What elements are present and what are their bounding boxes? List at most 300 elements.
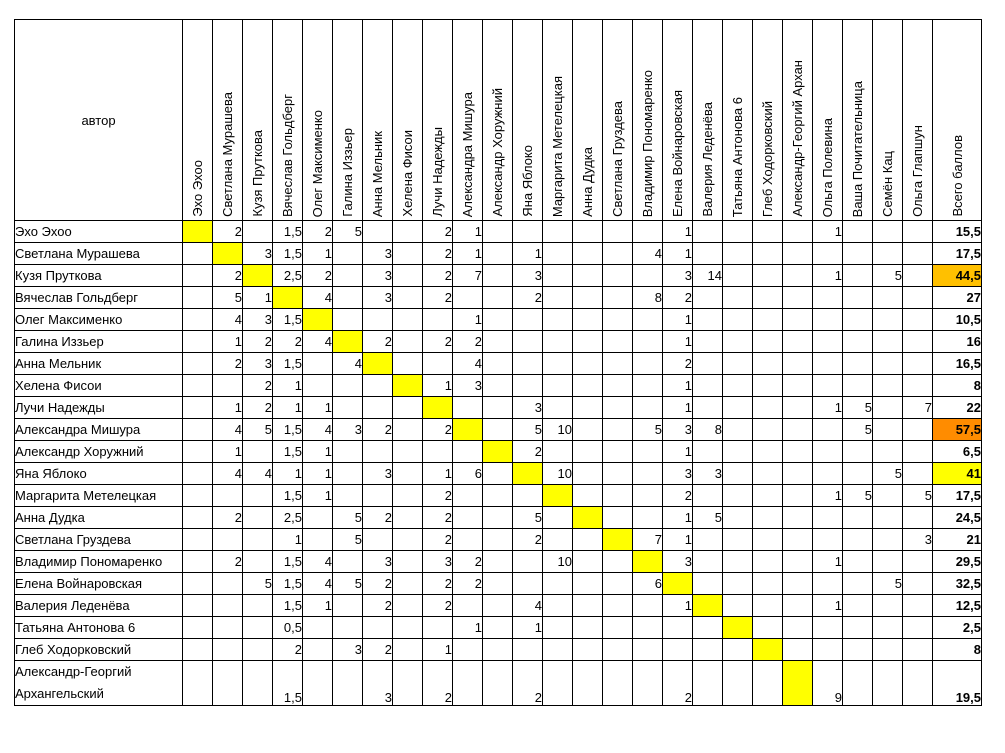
score-cell: [903, 353, 933, 375]
score-cell: [303, 661, 333, 706]
table-row: [15, 661, 982, 706]
score-cell: [873, 243, 903, 265]
score-cell: [813, 639, 843, 661]
score-cell: 2: [453, 331, 483, 353]
score-cell: 4: [513, 595, 543, 617]
score-cell: [183, 331, 213, 353]
score-cell: [573, 265, 603, 287]
score-cell: 4: [303, 573, 333, 595]
score-cell: [513, 573, 543, 595]
score-cell: [543, 595, 573, 617]
score-cell: [453, 507, 483, 529]
score-cell: [693, 375, 723, 397]
total-cell: 17,5: [933, 485, 982, 507]
score-cell: [873, 551, 903, 573]
column-header: [603, 20, 633, 221]
score-cell: [723, 639, 753, 661]
score-cell: [183, 551, 213, 573]
score-cell: 1,5: [273, 573, 303, 595]
score-cell: [543, 397, 573, 419]
score-cell: [813, 441, 843, 463]
score-cell: 2: [213, 221, 243, 243]
score-cell: 1,5: [273, 441, 303, 463]
score-cell: [303, 353, 333, 375]
self-cell: [363, 353, 393, 375]
self-cell: [183, 221, 213, 243]
score-cell: [483, 309, 513, 331]
score-cell: [873, 331, 903, 353]
self-cell: [663, 573, 693, 595]
score-cell: [543, 573, 573, 595]
self-cell: [603, 529, 633, 551]
score-cell: [183, 309, 213, 331]
score-cell: [423, 353, 453, 375]
total-cell: 29,5: [933, 551, 982, 573]
score-cell: [633, 661, 663, 706]
score-cell: [723, 265, 753, 287]
score-cell: [483, 353, 513, 375]
score-cell: [813, 617, 843, 639]
score-cell: [633, 639, 663, 661]
score-cell: [543, 243, 573, 265]
self-cell: [303, 309, 333, 331]
score-cell: [723, 551, 753, 573]
column-header: [783, 20, 813, 221]
score-cell: 1: [453, 221, 483, 243]
score-cell: [393, 309, 423, 331]
score-cell: 1: [273, 463, 303, 485]
score-cell: 7: [903, 397, 933, 419]
score-cell: [723, 507, 753, 529]
score-cell: 2: [453, 551, 483, 573]
score-cell: [843, 639, 873, 661]
column-header: [213, 20, 243, 221]
score-cell: [783, 573, 813, 595]
score-cell: 5: [843, 485, 873, 507]
score-cell: [753, 485, 783, 507]
score-cell: [903, 419, 933, 441]
score-cell: 5: [243, 573, 273, 595]
score-cell: [843, 221, 873, 243]
score-cell: 2: [303, 265, 333, 287]
table-row: [15, 287, 982, 309]
score-cell: [483, 287, 513, 309]
score-cell: [453, 595, 483, 617]
score-cell: 1,5: [273, 551, 303, 573]
score-cell: [813, 573, 843, 595]
column-header: [243, 20, 273, 221]
score-cell: [363, 375, 393, 397]
score-cell: 2: [513, 287, 543, 309]
score-cell: 4: [213, 463, 243, 485]
score-cell: [603, 353, 633, 375]
table-row: [15, 265, 982, 287]
total-column-label: Всего баллов: [949, 135, 965, 217]
author-name-cell: Глеб Ходорковский: [15, 639, 183, 661]
score-cell: 2: [513, 441, 543, 463]
score-cell: [513, 353, 543, 375]
score-cell: 2: [363, 419, 393, 441]
total-cell: 12,5: [933, 595, 982, 617]
column-header: [483, 20, 513, 221]
score-cell: [453, 661, 483, 706]
score-cell: [603, 595, 633, 617]
score-cell: [693, 661, 723, 706]
column-header: [873, 20, 903, 221]
total-cell: 27: [933, 287, 982, 309]
score-cell: [453, 529, 483, 551]
score-cell: [543, 265, 573, 287]
score-cell: [513, 221, 543, 243]
score-cell: 1: [303, 397, 333, 419]
self-cell: [213, 243, 243, 265]
score-cell: 2: [513, 661, 543, 706]
score-cell: [753, 617, 783, 639]
score-cell: [333, 617, 363, 639]
column-header: [543, 20, 573, 221]
score-cell: [483, 617, 513, 639]
score-cell: [483, 375, 513, 397]
score-cell: [183, 397, 213, 419]
score-cell: [873, 309, 903, 331]
score-cell: 3: [513, 397, 543, 419]
score-cell: [723, 287, 753, 309]
score-cell: [843, 573, 873, 595]
column-header: [453, 20, 483, 221]
score-cell: [603, 485, 633, 507]
score-cell: [693, 529, 723, 551]
score-cell: 3: [243, 309, 273, 331]
self-cell: [333, 331, 363, 353]
score-cell: [813, 287, 843, 309]
score-cell: [243, 507, 273, 529]
score-cell: [183, 617, 213, 639]
score-cell: [753, 243, 783, 265]
total-cell: 22: [933, 397, 982, 419]
score-cell: [753, 595, 783, 617]
score-cell: [543, 507, 573, 529]
score-cell: 4: [303, 287, 333, 309]
column-header-label: Анна Мельник: [370, 130, 385, 217]
score-cell: [903, 661, 933, 706]
score-cell: [783, 221, 813, 243]
score-cell: 0,5: [273, 617, 303, 639]
score-cell: [393, 661, 423, 706]
score-cell: [573, 419, 603, 441]
score-cell: [183, 507, 213, 529]
score-cell: [333, 551, 363, 573]
score-cell: [633, 595, 663, 617]
column-header-label: Александр Хоружний: [490, 88, 505, 217]
score-cell: [573, 463, 603, 485]
table-row: [15, 617, 982, 639]
column-header: [513, 20, 543, 221]
column-header-label: Эхо Эхоо: [190, 160, 205, 217]
score-cell: 3: [663, 551, 693, 573]
total-cell: 44,5: [933, 265, 982, 287]
score-cell: [903, 287, 933, 309]
score-cell: [633, 507, 663, 529]
score-cell: 10: [543, 419, 573, 441]
table-row: [15, 375, 982, 397]
score-cell: 2: [423, 529, 453, 551]
self-cell: [543, 485, 573, 507]
score-cell: [183, 353, 213, 375]
score-cell: [213, 639, 243, 661]
score-cell: [663, 639, 693, 661]
score-cell: [483, 243, 513, 265]
score-cell: [873, 287, 903, 309]
column-header: [423, 20, 453, 221]
score-cell: 3: [243, 353, 273, 375]
score-cell: 1: [663, 221, 693, 243]
score-cell: [603, 639, 633, 661]
score-cell: [633, 441, 663, 463]
author-name-cell: Эхо Эхоо: [15, 221, 183, 243]
score-cell: 2: [243, 397, 273, 419]
score-cell: [603, 243, 633, 265]
score-cell: [183, 287, 213, 309]
score-cell: [363, 529, 393, 551]
score-cell: 2: [213, 551, 243, 573]
column-header-label: Светлана Мурашева: [220, 92, 235, 217]
total-cell: 6,5: [933, 441, 982, 463]
score-cell: 3: [363, 661, 393, 706]
score-cell: 4: [303, 331, 333, 353]
score-cell: [723, 309, 753, 331]
score-cell: [903, 507, 933, 529]
score-cell: 2: [423, 287, 453, 309]
score-cell: [363, 617, 393, 639]
score-cell: [903, 639, 933, 661]
score-cell: 5: [633, 419, 663, 441]
table-row: [15, 419, 982, 441]
self-cell: [513, 463, 543, 485]
score-cell: 4: [333, 353, 363, 375]
score-cell: [543, 287, 573, 309]
score-cell: [753, 287, 783, 309]
score-cell: [843, 375, 873, 397]
total-cell: 21: [933, 529, 982, 551]
table-row: [15, 463, 982, 485]
score-cell: [843, 243, 873, 265]
score-cell: [783, 639, 813, 661]
score-cell: [213, 529, 243, 551]
score-cell: [393, 551, 423, 573]
score-cell: 3: [903, 529, 933, 551]
score-cell: [873, 419, 903, 441]
score-cell: 2: [423, 243, 453, 265]
score-cell: 1,5: [273, 353, 303, 375]
score-cell: 7: [633, 529, 663, 551]
score-cell: 14: [693, 265, 723, 287]
score-cell: [843, 529, 873, 551]
score-cell: [483, 529, 513, 551]
column-header-label: Татьяна Антонова 6: [730, 96, 745, 217]
score-cell: [693, 221, 723, 243]
table-body: [15, 221, 982, 706]
score-cell: [543, 617, 573, 639]
score-cell: [573, 595, 603, 617]
score-cell: [573, 551, 603, 573]
score-cell: [573, 529, 603, 551]
score-cell: 2: [663, 353, 693, 375]
score-cell: 5: [333, 507, 363, 529]
score-cell: [243, 595, 273, 617]
score-cell: [573, 441, 603, 463]
total-cell: 19,5: [933, 661, 982, 706]
score-cell: [633, 309, 663, 331]
score-cell: [903, 265, 933, 287]
column-header-label: Анна Дудка: [580, 147, 595, 217]
column-header-label: Галина Иззьер: [340, 128, 355, 217]
score-cell: [633, 265, 663, 287]
author-name-cell: Александра Мишура: [15, 419, 183, 441]
total-cell: 16: [933, 331, 982, 353]
score-cell: 5: [333, 221, 363, 243]
score-cell: [813, 309, 843, 331]
score-cell: 1: [423, 639, 453, 661]
score-cell: [873, 617, 903, 639]
score-cell: 1: [813, 265, 843, 287]
score-cell: [183, 265, 213, 287]
author-name-cell: Светлана Груздева: [15, 529, 183, 551]
score-cell: [183, 573, 213, 595]
score-cell: [693, 485, 723, 507]
score-cell: [873, 353, 903, 375]
score-cell: [183, 441, 213, 463]
score-cell: [393, 419, 423, 441]
score-cell: [603, 397, 633, 419]
score-cell: [873, 507, 903, 529]
score-cell: [573, 639, 603, 661]
score-cell: [243, 221, 273, 243]
total-cell: 2,5: [933, 617, 982, 639]
score-cell: 5: [333, 529, 363, 551]
score-cell: [183, 419, 213, 441]
author-name-cell: Хелена Фисои: [15, 375, 183, 397]
score-cell: 2,5: [273, 507, 303, 529]
score-cell: 1: [663, 441, 693, 463]
score-cell: 2: [243, 375, 273, 397]
score-cell: [543, 353, 573, 375]
author-name-cell: Валерия Леденёва: [15, 595, 183, 617]
score-cell: [363, 309, 393, 331]
column-header-label: Валерия Леденёва: [700, 102, 715, 217]
score-cell: [693, 617, 723, 639]
score-cell: [903, 243, 933, 265]
score-cell: 3: [663, 265, 693, 287]
score-cell: 1: [813, 221, 843, 243]
score-cell: [723, 463, 753, 485]
score-cell: [513, 375, 543, 397]
score-cell: [573, 353, 603, 375]
score-cell: [723, 397, 753, 419]
score-cell: 2: [243, 331, 273, 353]
score-cell: [903, 331, 933, 353]
score-cell: [483, 419, 513, 441]
score-cell: 2: [363, 639, 393, 661]
score-cell: 2: [363, 573, 393, 595]
score-cell: [603, 287, 633, 309]
score-cell: 1: [213, 397, 243, 419]
score-cell: [843, 265, 873, 287]
total-cell: 41: [933, 463, 982, 485]
score-cell: [873, 397, 903, 419]
score-cell: [813, 463, 843, 485]
score-cell: 2: [513, 529, 543, 551]
score-cell: 4: [303, 419, 333, 441]
score-cell: 3: [363, 551, 393, 573]
score-cell: [483, 661, 513, 706]
column-header-label: Ольга Глапшун: [910, 125, 925, 217]
score-cell: [903, 573, 933, 595]
score-cell: 1: [663, 397, 693, 419]
score-cell: [723, 419, 753, 441]
score-cell: 1: [453, 309, 483, 331]
score-cell: [483, 551, 513, 573]
score-cell: [483, 397, 513, 419]
score-cell: 3: [333, 419, 363, 441]
score-cell: [903, 617, 933, 639]
column-header: [183, 20, 213, 221]
score-cell: 1: [663, 595, 693, 617]
score-cell: [543, 441, 573, 463]
table-row: [15, 441, 982, 463]
score-cell: [903, 375, 933, 397]
score-cell: [753, 309, 783, 331]
score-cell: [603, 331, 633, 353]
score-cell: [573, 375, 603, 397]
score-cell: [753, 529, 783, 551]
column-header: [633, 20, 663, 221]
score-cell: [633, 397, 663, 419]
score-cell: [813, 331, 843, 353]
self-cell: [273, 287, 303, 309]
score-cell: 1: [273, 397, 303, 419]
score-cell: 5: [903, 485, 933, 507]
score-cell: [633, 221, 663, 243]
score-cell: [213, 617, 243, 639]
score-cell: [393, 331, 423, 353]
score-cell: [483, 595, 513, 617]
score-cell: [543, 375, 573, 397]
column-header: [663, 20, 693, 221]
score-cell: [363, 397, 393, 419]
score-cell: 1: [513, 617, 543, 639]
score-cell: 2: [663, 485, 693, 507]
score-cell: [753, 397, 783, 419]
score-cell: [723, 243, 753, 265]
score-cell: 1: [213, 441, 243, 463]
column-header-label: Глеб Ходорковский: [760, 100, 775, 217]
score-cell: [603, 507, 633, 529]
total-cell: 15,5: [933, 221, 982, 243]
table-row: [15, 485, 982, 507]
score-cell: [333, 595, 363, 617]
score-cell: [333, 375, 363, 397]
score-cell: [873, 639, 903, 661]
score-cell: [603, 375, 633, 397]
score-cell: 2: [213, 353, 243, 375]
column-header-label: Хелена Фисои: [400, 130, 415, 217]
author-header: автор: [15, 20, 183, 221]
column-header-label: Вячеслав Гольдберг: [280, 94, 295, 217]
score-cell: [873, 485, 903, 507]
score-cell: 4: [633, 243, 663, 265]
author-name-cell: Яна Яблоко: [15, 463, 183, 485]
score-cell: [183, 375, 213, 397]
